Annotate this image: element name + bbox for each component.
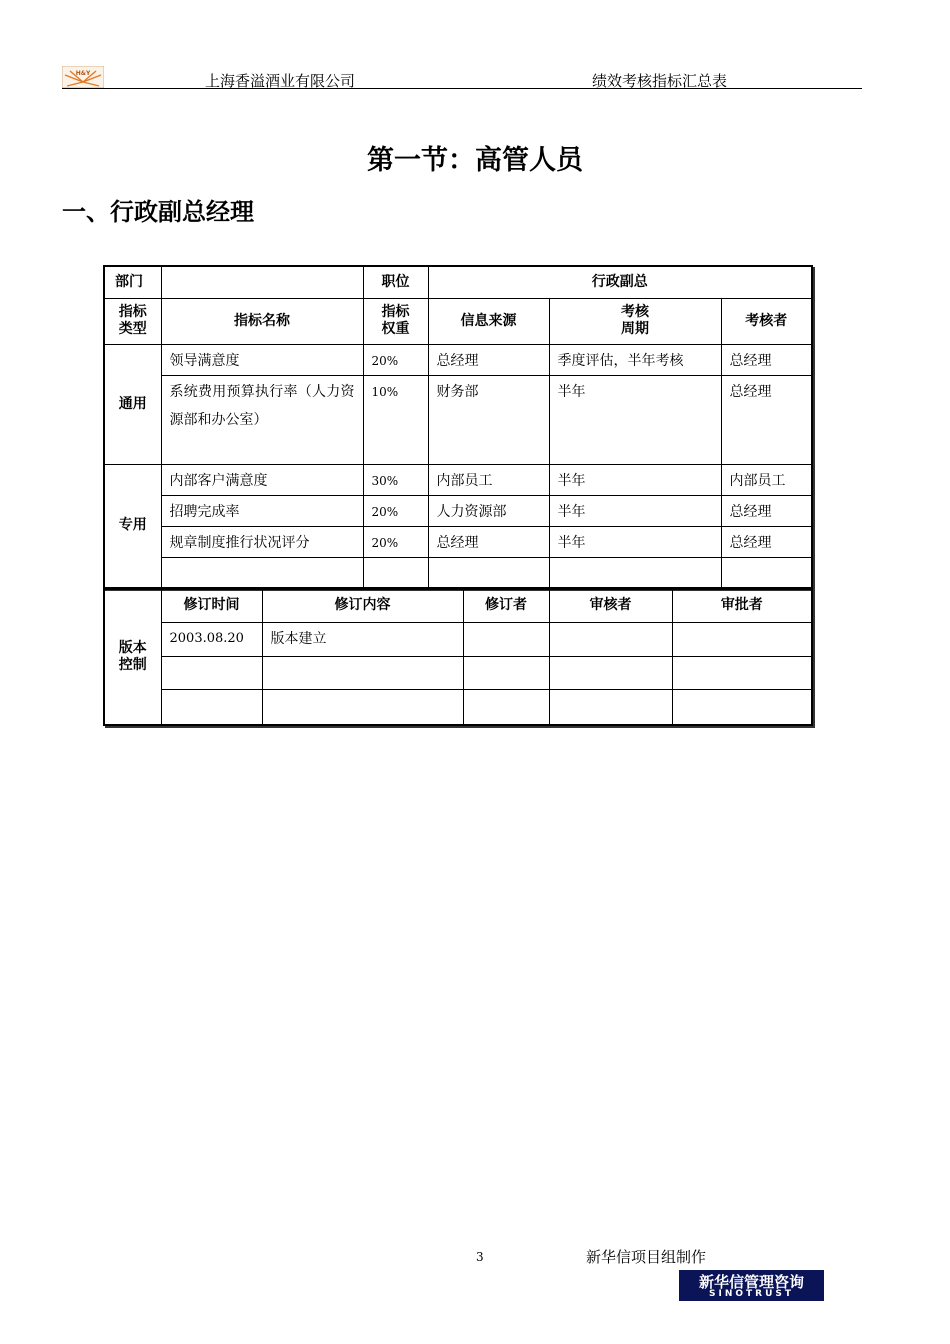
kpi-weight: [363, 557, 428, 588]
kpi-weight: 20%: [363, 526, 428, 557]
kpi-source: 人力资源部: [428, 495, 549, 526]
kpi-cycle: 半年: [549, 464, 721, 495]
company-logo: [62, 66, 104, 88]
position-label: 职位: [363, 266, 428, 298]
kpi-name: 领导满意度: [161, 344, 363, 375]
reviewer: [549, 689, 672, 725]
kpi-assessor: 总经理: [721, 344, 812, 375]
kpi-cycle: 季度评估，半年考核: [549, 344, 721, 375]
kpi-weight: 20%: [363, 344, 428, 375]
kpi-assessor: 总经理: [721, 526, 812, 557]
sinotrust-logo: [679, 1270, 824, 1301]
kpi-source: 财务部: [428, 375, 549, 464]
position-value: 行政副总: [428, 266, 812, 298]
col-header-approver: 审批者: [672, 589, 812, 622]
section-title: 第一节：高管人员: [367, 145, 583, 176]
kpi-weight: 20%: [363, 495, 428, 526]
reviewer: [549, 656, 672, 689]
kpi-assessor: 总经理: [721, 495, 812, 526]
header-document-title: 绩效考核指标汇总表: [592, 72, 728, 90]
sinotrust-logo-cn: 新华信管理咨询: [698, 1273, 804, 1291]
col-header-name: 指标名称: [161, 298, 363, 344]
sinotrust-logo-en: SINOTRUST: [708, 1289, 794, 1299]
revision-time: 2003.08.20: [161, 622, 262, 656]
approver: [672, 689, 812, 725]
approver: [672, 656, 812, 689]
reviser: [463, 689, 549, 725]
col-header-reviser: 修订者: [463, 589, 549, 622]
kpi-cycle: 半年: [549, 375, 721, 464]
kpi-source: 内部员工: [428, 464, 549, 495]
col-header-assessor: 考核者: [721, 298, 812, 344]
kpi-name: 规章制度推行状况评分: [161, 526, 363, 557]
page-number: 3: [476, 1250, 484, 1264]
version-control-table: [103, 588, 813, 726]
col-header-revision-content: 修订内容: [262, 589, 463, 622]
sub-title: 一、行政副总经理: [62, 198, 254, 226]
reviewer: [549, 622, 672, 656]
group-type-specific: 专用: [104, 464, 161, 588]
reviser: [463, 622, 549, 656]
kpi-cycle: [549, 557, 721, 588]
col-header-cycle: 考核 周期: [549, 298, 721, 344]
revision-time: [161, 656, 262, 689]
kpi-source: 总经理: [428, 526, 549, 557]
group-type-general: 通用: [104, 344, 161, 464]
dept-value: [161, 266, 363, 298]
version-control-label: 版本 控制: [104, 589, 161, 725]
kpi-name: 招聘完成率: [161, 495, 363, 526]
revision-content: 版本建立: [262, 622, 463, 656]
col-header-type: 指标 类型: [104, 298, 161, 344]
svg-text:H&Y: H&Y: [75, 70, 91, 77]
revision-content: [262, 689, 463, 725]
kpi-weight: 30%: [363, 464, 428, 495]
kpi-weight: 10%: [363, 375, 428, 464]
header-company-name: 上海香溢酒业有限公司: [205, 72, 356, 90]
kpi-assessor: 总经理: [721, 375, 812, 464]
kpi-cycle: 半年: [549, 526, 721, 557]
kpi-source: 总经理: [428, 344, 549, 375]
kpi-assessor: 内部员工: [721, 464, 812, 495]
header-divider: [62, 88, 862, 89]
footer-maker: 新华信项目组制作: [586, 1248, 707, 1266]
kpi-name: [161, 557, 363, 588]
col-header-source: 信息来源: [428, 298, 549, 344]
revision-content: [262, 656, 463, 689]
col-header-revision-time: 修订时间: [161, 589, 262, 622]
col-header-reviewer: 审核者: [549, 589, 672, 622]
kpi-source: [428, 557, 549, 588]
kpi-name: 系统费用预算执行率（人力资源部和办公室）: [161, 375, 363, 464]
kpi-table: [103, 265, 813, 589]
col-header-weight: 指标 权重: [363, 298, 428, 344]
kpi-cycle: 半年: [549, 495, 721, 526]
kpi-assessor: [721, 557, 812, 588]
dept-label: 部门: [104, 266, 161, 298]
reviser: [463, 656, 549, 689]
revision-time: [161, 689, 262, 725]
approver: [672, 622, 812, 656]
kpi-name: 内部客户满意度: [161, 464, 363, 495]
